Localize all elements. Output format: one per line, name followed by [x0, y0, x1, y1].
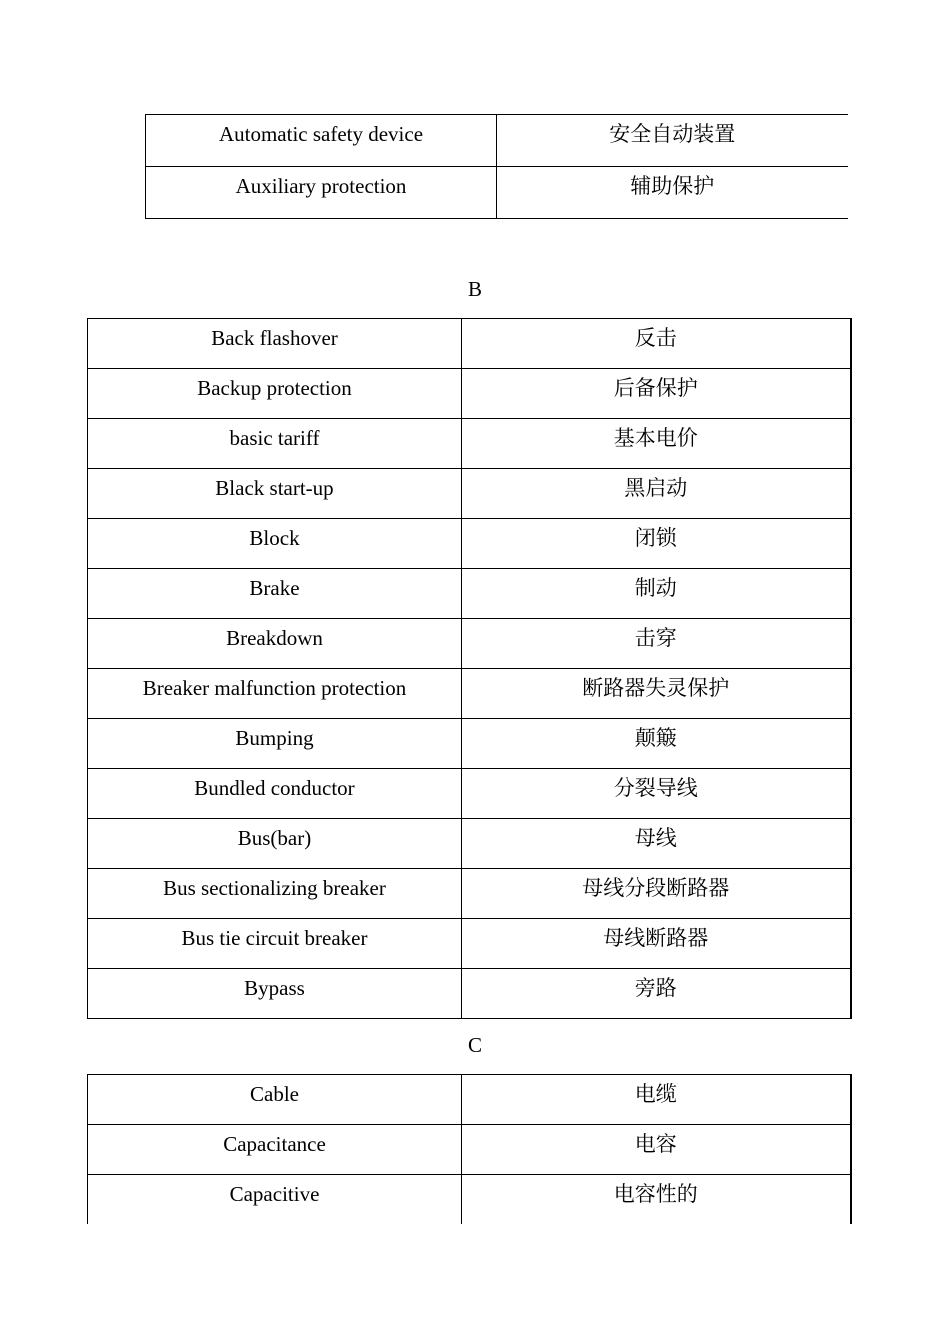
english-term-cell: [88, 869, 462, 919]
chinese-term-cell: [462, 469, 851, 519]
chinese-term: 后备保护: [613, 376, 698, 400]
english-term-cell: [88, 1175, 462, 1225]
english-term-cell: [88, 669, 462, 719]
chinese-term-cell: [462, 869, 851, 919]
table-row: [88, 919, 851, 969]
english-term: Backup protection: [197, 376, 352, 400]
english-term-cell: [88, 1125, 462, 1175]
table-body: [88, 319, 851, 1019]
glossary-table-c: [87, 1074, 852, 1224]
table-row: [88, 1125, 851, 1175]
chinese-term: 母线: [634, 826, 677, 850]
english-term: Bypass: [244, 976, 305, 1000]
table-row: [88, 969, 851, 1019]
table-row: [88, 319, 851, 369]
english-term: Bus(bar): [237, 826, 312, 850]
english-term: Capacitive: [229, 1182, 320, 1206]
english-term-cell: [88, 1075, 462, 1125]
chinese-term: 安全自动装置: [609, 122, 736, 146]
english-term: Bus sectionalizing breaker: [163, 876, 386, 900]
chinese-term: 母线分段断路器: [582, 876, 730, 900]
english-term: Block: [249, 526, 300, 550]
table-row: [88, 419, 851, 469]
english-term: Bumping: [235, 726, 314, 750]
english-term-cell: [88, 469, 462, 519]
table-row: [88, 1075, 851, 1125]
english-term: Auxiliary protection: [235, 174, 407, 198]
chinese-term-cell: [462, 319, 851, 369]
chinese-term-cell: [462, 419, 851, 469]
english-term: Back flashover: [211, 326, 338, 350]
table-row: [88, 1175, 851, 1225]
table-row: [88, 619, 851, 669]
chinese-term-cell: [462, 769, 851, 819]
english-term-cell: [146, 115, 497, 167]
english-term-cell: [88, 819, 462, 869]
english-term-cell: [88, 619, 462, 669]
english-term-cell: [88, 569, 462, 619]
chinese-term-cell: [497, 167, 848, 219]
chinese-term: 旁路: [634, 976, 677, 1000]
chinese-term: 分裂导线: [613, 776, 698, 800]
chinese-term: 击穿: [634, 626, 677, 650]
english-term: Automatic safety device: [218, 122, 424, 146]
chinese-term: 母线断路器: [603, 926, 709, 950]
table-row: [146, 167, 848, 219]
chinese-term-cell: [497, 115, 848, 167]
chinese-term-cell: [462, 669, 851, 719]
chinese-term-cell: [462, 1175, 851, 1225]
glossary-table-b: [87, 318, 852, 1019]
english-term-cell: [88, 969, 462, 1019]
english-term: Bus tie circuit breaker: [181, 926, 368, 950]
english-term: basic tariff: [229, 426, 320, 450]
table-row: [88, 819, 851, 869]
table-row: [88, 719, 851, 769]
english-term: Breakdown: [226, 626, 323, 650]
section-letter-b: B: [467, 277, 482, 301]
table-row: [88, 669, 851, 719]
chinese-term-cell: [462, 369, 851, 419]
english-term: Black start-up: [215, 476, 334, 500]
section-letter-c: C: [467, 1033, 482, 1057]
english-term-cell: [88, 919, 462, 969]
table-body: [146, 115, 848, 219]
chinese-term: 颠簸: [634, 726, 677, 750]
english-term-cell: [88, 519, 462, 569]
chinese-term: 辅助保护: [630, 174, 715, 198]
chinese-term: 断路器失灵保护: [582, 676, 730, 700]
chinese-term: 电容: [634, 1132, 677, 1156]
chinese-term-cell: [462, 1075, 851, 1125]
english-term-cell: [88, 769, 462, 819]
english-term: Bundled conductor: [194, 776, 355, 800]
english-term: Cable: [250, 1082, 299, 1106]
chinese-term-cell: [462, 569, 851, 619]
chinese-term-cell: [462, 719, 851, 769]
chinese-term: 电缆: [634, 1082, 677, 1106]
english-term-cell: [88, 319, 462, 369]
table-row: [146, 115, 848, 167]
chinese-term-cell: [462, 819, 851, 869]
table-row: [88, 469, 851, 519]
chinese-term: 反击: [634, 326, 677, 350]
table-row: [88, 369, 851, 419]
table-row: [88, 769, 851, 819]
chinese-term: 基本电价: [613, 426, 698, 450]
chinese-term-cell: [462, 619, 851, 669]
table-row: [88, 519, 851, 569]
chinese-term: 闭锁: [634, 526, 677, 550]
table-row: [88, 869, 851, 919]
chinese-term: 黑启动: [624, 476, 688, 500]
chinese-term: 电容性的: [613, 1182, 698, 1206]
chinese-term-cell: [462, 519, 851, 569]
english-term-cell: [88, 719, 462, 769]
chinese-term-cell: [462, 919, 851, 969]
english-term: Breaker malfunction protection: [142, 676, 407, 700]
chinese-term-cell: [462, 969, 851, 1019]
english-term-cell: [146, 167, 497, 219]
english-term: Capacitance: [223, 1132, 326, 1156]
chinese-term: 制动: [634, 576, 677, 600]
english-term-cell: [88, 419, 462, 469]
chinese-term-cell: [462, 1125, 851, 1175]
table-row: [88, 569, 851, 619]
glossary-table-a: [145, 114, 848, 219]
english-term: Brake: [249, 576, 300, 600]
english-term-cell: [88, 369, 462, 419]
table-body: [88, 1075, 851, 1225]
